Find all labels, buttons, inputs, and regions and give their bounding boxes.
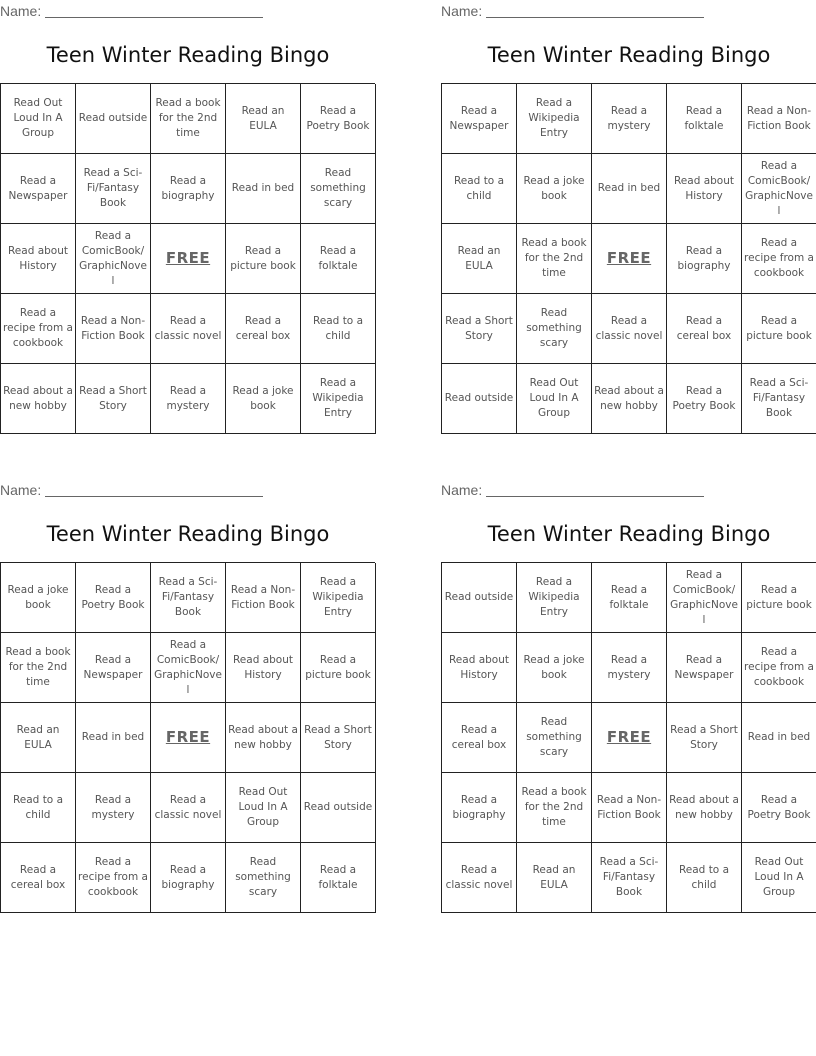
bingo-cell[interactable]: Read about a new hobby (667, 773, 742, 843)
bingo-cell[interactable]: Read a classic novel (592, 294, 667, 364)
bingo-grid (441, 562, 816, 913)
name-field (0, 481, 263, 499)
bingo-cell[interactable]: Read a picture book (742, 294, 816, 364)
bingo-cell[interactable]: Read a biography (667, 224, 742, 294)
bingo-cell[interactable]: Read about History (667, 154, 742, 224)
bingo-cell[interactable]: Read a biography (151, 843, 226, 913)
bingo-cell[interactable]: Read a Poetry Book (742, 773, 816, 843)
bingo-cell[interactable]: Read a ComicBook/GraphicNovel (667, 563, 742, 633)
bingo-cell[interactable]: Read an EULA (1, 703, 76, 773)
bingo-cell[interactable]: Read a Newspaper (442, 84, 517, 154)
bingo-cell[interactable]: Read a Poetry Book (667, 364, 742, 434)
free-space-label: FREE (165, 249, 211, 267)
bingo-cell[interactable]: Read a recipe from a cookbook (76, 843, 151, 913)
card-title: Teen Winter Reading Bingo (487, 43, 771, 67)
name-field (441, 2, 704, 20)
bingo-cell[interactable]: Read an EULA (517, 843, 592, 913)
bingo-cell[interactable]: Read a Short Story (667, 703, 742, 773)
free-space-label: FREE (606, 728, 652, 746)
name-blank-line[interactable] (45, 482, 263, 497)
bingo-cell[interactable]: Read a classic novel (151, 773, 226, 843)
bingo-cell[interactable]: Read a biography (151, 154, 226, 224)
bingo-cell[interactable]: Read a Sci-Fi/Fantasy Book (76, 154, 151, 224)
bingo-cell[interactable]: Read a Newspaper (1, 154, 76, 224)
bingo-cell[interactable]: Read a Non-Fiction Book (76, 294, 151, 364)
bingo-cell[interactable]: Read a Sci-Fi/Fantasy Book (592, 843, 667, 913)
bingo-cell[interactable]: Read a joke book (517, 154, 592, 224)
bingo-cell[interactable]: Read about History (1, 224, 76, 294)
bingo-cell[interactable]: Read a book for the 2nd time (1, 633, 76, 703)
bingo-cell[interactable]: Read about History (442, 633, 517, 703)
bingo-cell[interactable]: Read about History (226, 633, 301, 703)
bingo-cell[interactable]: Read a mystery (592, 633, 667, 703)
bingo-cell[interactable]: Read a Sci-Fi/Fantasy Book (742, 364, 816, 434)
bingo-cell[interactable]: Read a folktale (667, 84, 742, 154)
name-blank-line[interactable] (486, 482, 704, 497)
bingo-cell[interactable]: Read about a new hobby (592, 364, 667, 434)
bingo-cell[interactable]: Read something scary (226, 843, 301, 913)
name-field (441, 481, 704, 499)
bingo-cell[interactable]: Read a classic novel (442, 843, 517, 913)
bingo-cell[interactable]: Read a joke book (517, 633, 592, 703)
bingo-cell[interactable]: Read in bed (226, 154, 301, 224)
bingo-cell[interactable]: Read a Poetry Book (76, 563, 151, 633)
bingo-cell[interactable]: Read a folktale (301, 224, 376, 294)
bingo-cell[interactable]: Read a picture book (742, 563, 816, 633)
bingo-cell[interactable]: Read a mystery (151, 364, 226, 434)
free-space-cell[interactable] (592, 224, 667, 294)
bingo-grid (441, 83, 816, 434)
bingo-cell[interactable]: Read something scary (517, 703, 592, 773)
bingo-cell[interactable]: Read a folktale (301, 843, 376, 913)
bingo-grid (0, 83, 375, 434)
bingo-cell[interactable]: Read to a child (301, 294, 376, 364)
bingo-cell[interactable]: Read a mystery (76, 773, 151, 843)
bingo-cell[interactable]: Read a cereal box (667, 294, 742, 364)
bingo-cell[interactable]: Read a mystery (592, 84, 667, 154)
bingo-cell[interactable]: Read a Newspaper (667, 633, 742, 703)
bingo-cell[interactable]: Read to a child (1, 773, 76, 843)
bingo-cell[interactable]: Read outside (301, 773, 376, 843)
bingo-cell[interactable]: Read a Wikipedia Entry (517, 563, 592, 633)
bingo-cell[interactable]: Read Out Loud In A Group (1, 84, 76, 154)
bingo-cell[interactable]: Read in bed (76, 703, 151, 773)
bingo-card-3 (0, 479, 376, 919)
bingo-cell[interactable]: Read a ComicBook/GraphicNovel (742, 154, 816, 224)
bingo-cell[interactable]: Read about a new hobby (1, 364, 76, 434)
bingo-cell[interactable]: Read a Non-Fiction Book (742, 84, 816, 154)
name-field (0, 2, 263, 20)
bingo-cell[interactable]: Read a recipe from a cookbook (742, 224, 816, 294)
free-space-label: FREE (165, 728, 211, 746)
bingo-card-4 (441, 479, 816, 919)
bingo-cell[interactable]: Read a folktale (592, 563, 667, 633)
bingo-cell[interactable]: Read outside (442, 364, 517, 434)
bingo-cell[interactable]: Read a classic novel (151, 294, 226, 364)
bingo-cell[interactable]: Read a book for the 2nd time (517, 773, 592, 843)
card-title: Teen Winter Reading Bingo (46, 522, 330, 546)
bingo-cell[interactable]: Read something scary (301, 154, 376, 224)
bingo-cell[interactable]: Read a picture book (301, 633, 376, 703)
card-title: Teen Winter Reading Bingo (46, 43, 330, 67)
bingo-cell[interactable]: Read a cereal box (226, 294, 301, 364)
bingo-cell[interactable]: Read to a child (442, 154, 517, 224)
bingo-cell[interactable]: Read a Poetry Book (301, 84, 376, 154)
bingo-cell[interactable]: Read Out Loud In A Group (742, 843, 816, 913)
free-space-label: FREE (606, 249, 652, 267)
bingo-cell[interactable]: Read a biography (442, 773, 517, 843)
bingo-cell[interactable]: Read a cereal box (1, 843, 76, 913)
bingo-cell[interactable]: Read a Wikipedia Entry (517, 84, 592, 154)
bingo-cell[interactable]: Read a Short Story (301, 703, 376, 773)
free-space-cell[interactable] (151, 703, 226, 773)
bingo-cell[interactable]: Read outside (76, 84, 151, 154)
bingo-cell[interactable]: Read to a child (667, 843, 742, 913)
bingo-cell[interactable]: Read a joke book (1, 563, 76, 633)
free-space-cell[interactable] (592, 703, 667, 773)
bingo-cell[interactable]: Read a book for the 2nd time (517, 224, 592, 294)
name-label: Name: (441, 3, 483, 19)
bingo-cell[interactable]: Read a Non-Fiction Book (226, 563, 301, 633)
bingo-cell[interactable]: Read in bed (592, 154, 667, 224)
bingo-card-2 (441, 0, 816, 440)
bingo-cell[interactable]: Read a Sci-Fi/Fantasy Book (151, 563, 226, 633)
bingo-cell[interactable]: Read a Non-Fiction Book (592, 773, 667, 843)
bingo-cell[interactable]: Read a cereal box (442, 703, 517, 773)
bingo-cell[interactable]: Read a ComicBook/GraphicNovel (76, 224, 151, 294)
bingo-cell[interactable]: Read a recipe from a cookbook (1, 294, 76, 364)
bingo-cell[interactable]: Read a picture book (226, 224, 301, 294)
bingo-cell[interactable]: Read a ComicBook/GraphicNovel (151, 633, 226, 703)
bingo-cell[interactable]: Read a Short Story (76, 364, 151, 434)
bingo-card-1 (0, 0, 376, 440)
name-label: Name: (0, 3, 42, 19)
bingo-cell[interactable]: Read Out Loud In A Group (226, 773, 301, 843)
name-label: Name: (0, 482, 42, 498)
bingo-cell[interactable]: Read something scary (517, 294, 592, 364)
bingo-cell[interactable]: Read in bed (742, 703, 816, 773)
bingo-cell[interactable]: Read a book for the 2nd time (151, 84, 226, 154)
bingo-cell[interactable]: Read a Wikipedia Entry (301, 563, 376, 633)
bingo-cell[interactable]: Read an EULA (226, 84, 301, 154)
bingo-cell[interactable]: Read a Newspaper (76, 633, 151, 703)
bingo-cell[interactable]: Read a joke book (226, 364, 301, 434)
card-title: Teen Winter Reading Bingo (487, 522, 771, 546)
bingo-cell[interactable]: Read outside (442, 563, 517, 633)
bingo-cell[interactable]: Read a recipe from a cookbook (742, 633, 816, 703)
name-blank-line[interactable] (45, 3, 263, 18)
name-label: Name: (441, 482, 483, 498)
name-blank-line[interactable] (486, 3, 704, 18)
bingo-cell[interactable]: Read Out Loud In A Group (517, 364, 592, 434)
bingo-cell[interactable]: Read a Short Story (442, 294, 517, 364)
bingo-cell[interactable]: Read a Wikipedia Entry (301, 364, 376, 434)
bingo-grid (0, 562, 375, 913)
free-space-cell[interactable] (151, 224, 226, 294)
bingo-cell[interactable]: Read about a new hobby (226, 703, 301, 773)
bingo-cell[interactable]: Read an EULA (442, 224, 517, 294)
